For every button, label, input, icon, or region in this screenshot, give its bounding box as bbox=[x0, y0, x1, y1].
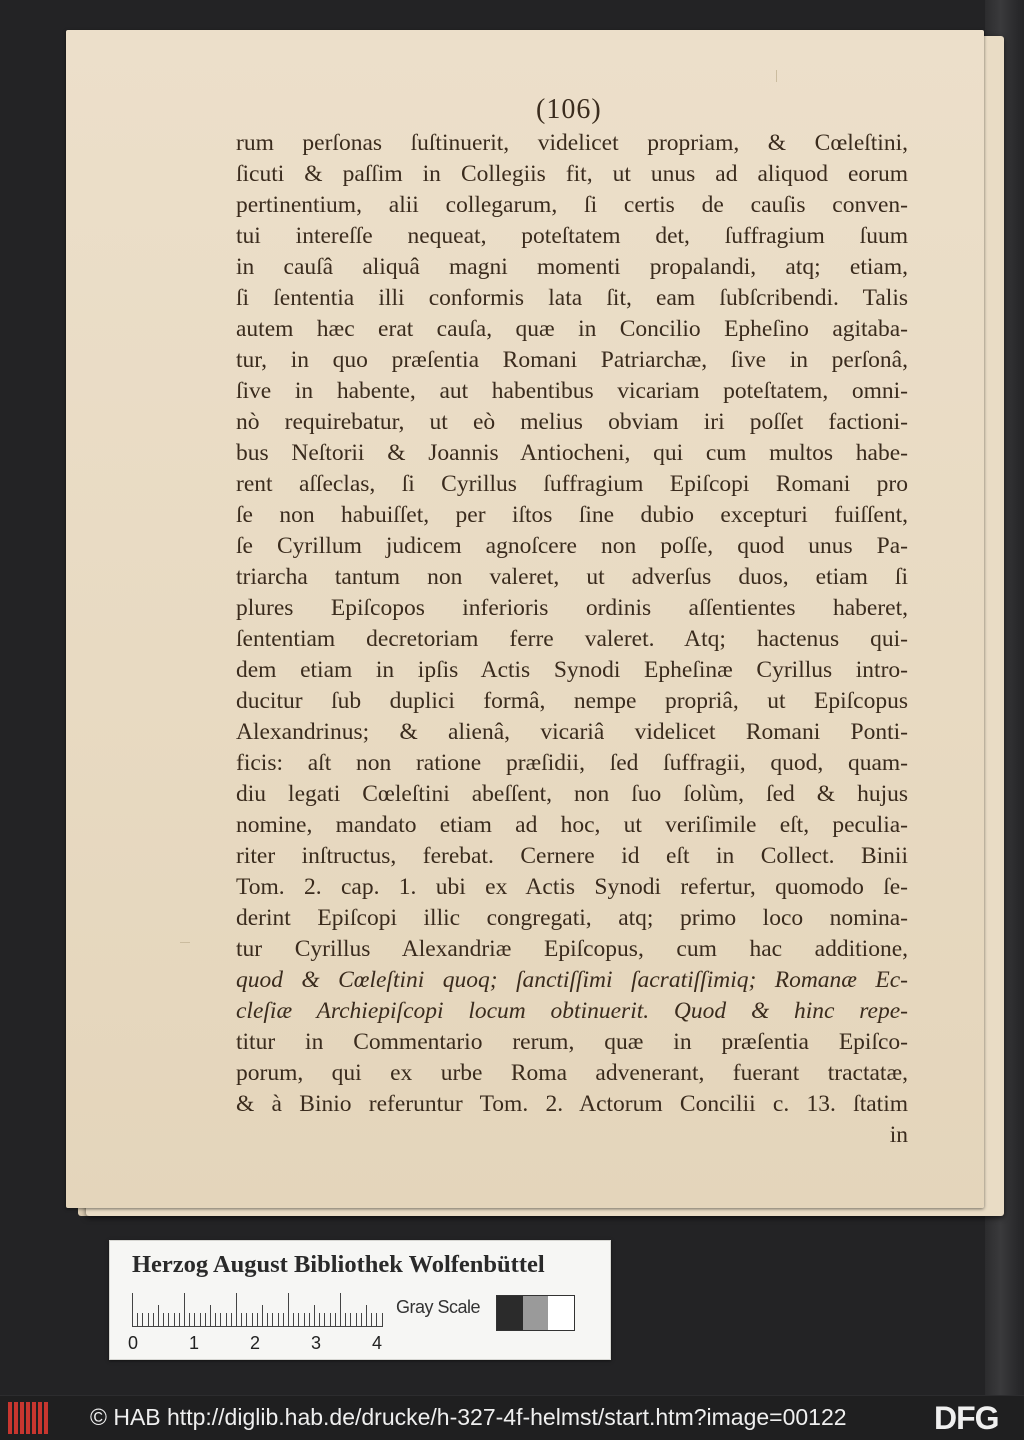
gray-scale-label: Gray Scale bbox=[396, 1297, 481, 1317]
copyright-url[interactable]: © HAB http://diglib.hab.de/drucke/h-327-4f-helmst/start.htm?image=00122 bbox=[90, 1404, 847, 1430]
ruler-tick bbox=[293, 1313, 294, 1327]
ruler-number: 4 bbox=[372, 1333, 383, 1353]
ruler-tick bbox=[194, 1313, 195, 1327]
text-line: titur in Commentario rerum, quæ in præſentia Epiſco- bbox=[236, 1029, 908, 1055]
ruler-tick bbox=[361, 1313, 362, 1327]
page-number: (106) bbox=[536, 94, 602, 125]
ruler-tick bbox=[168, 1313, 169, 1327]
text-line: dem etiam in ipſis Actis Synodi Epheſinæ Cyrillus intro- bbox=[236, 657, 908, 683]
ruler-tick bbox=[319, 1313, 320, 1327]
text-line: derint Epiſcopi illic congregati, atq; primo loco nomina- bbox=[236, 905, 908, 931]
gray-scale-swatches bbox=[496, 1295, 575, 1331]
ruler-tick bbox=[184, 1293, 185, 1327]
ruler-tick bbox=[215, 1313, 216, 1327]
ruler-tick bbox=[267, 1313, 268, 1327]
text-line: Tom. 2. cap. 1. ubi ex Actis Synodi refertur, quomodo ſe- bbox=[236, 874, 908, 900]
ruler-tick bbox=[148, 1313, 149, 1327]
text-line: ſe Cyrillum judicem agnoſcere non poſſe, quod unus Pa- bbox=[236, 533, 908, 559]
catchword: in bbox=[889, 1122, 908, 1148]
ruler-tick bbox=[376, 1313, 377, 1327]
ruler-tick bbox=[340, 1293, 341, 1327]
text-line: bus Neſtorii & Joannis Antiocheni, qui cum multos habe- bbox=[236, 440, 908, 466]
ruler-tick bbox=[231, 1313, 232, 1327]
text-line: rent aſſeclas, ſi Cyrillus ſuffragium Epiſcopi Romani pro bbox=[236, 471, 908, 497]
ruler-number: 1 bbox=[189, 1333, 200, 1353]
text-line: tur Cyrillus Alexandriæ Epiſcopus, cum hac additione, bbox=[236, 936, 908, 962]
ruler-tick bbox=[220, 1313, 221, 1327]
ruler-tick bbox=[210, 1305, 211, 1327]
ruler-tick bbox=[262, 1305, 263, 1327]
ruler-tick bbox=[137, 1313, 138, 1327]
ruler-tick bbox=[252, 1313, 253, 1327]
ruler-tick bbox=[272, 1313, 273, 1327]
margin-mark bbox=[776, 70, 777, 82]
ruler-tick bbox=[283, 1313, 284, 1327]
ruler-tick bbox=[246, 1313, 247, 1327]
ruler-tick bbox=[153, 1313, 154, 1327]
footer-bar bbox=[0, 1395, 1024, 1440]
ruler-tick bbox=[174, 1313, 175, 1327]
text-line: rum perſonas ſuſtinuerit, videlicet propriam, & Cœleſtini, bbox=[236, 130, 908, 156]
ruler-tick bbox=[330, 1313, 331, 1327]
ruler-tick bbox=[371, 1313, 372, 1327]
text-line: ficis: aſt non ratione præſidii, ſed ſuffragii, quod, quam- bbox=[236, 750, 908, 776]
ruler-tick bbox=[304, 1313, 305, 1327]
text-line: diu legati Cœleſtini abeſſent, non ſuo ſolùm, ſed & hujus bbox=[236, 781, 908, 807]
text-line: cleſiæ Archiepiſcopi locum obtinuerit. Quod & hinc repe- bbox=[236, 998, 908, 1024]
gray-swatch bbox=[497, 1296, 523, 1330]
text-block bbox=[236, 128, 908, 1151]
ruler-tick bbox=[366, 1305, 367, 1327]
ruler-tick bbox=[278, 1313, 279, 1327]
gray-swatch bbox=[523, 1296, 549, 1330]
text-line: nò requirebatur, ut eò melius obviam iri poſſet factioni- bbox=[236, 409, 908, 435]
hab-logo-icon bbox=[8, 1402, 48, 1434]
text-line: plures Epiſcopos inferioris ordinis aſſentientes haberet, bbox=[236, 595, 908, 621]
ruler-tick bbox=[298, 1313, 299, 1327]
text-line: riter inſtructus, ferebat. Cernere id eſt in Collect. Binii bbox=[236, 843, 908, 869]
ruler-tick bbox=[241, 1313, 242, 1327]
text-line: nomine, mandato etiam ad hoc, ut veriſimile eſt, peculia- bbox=[236, 812, 908, 838]
ruler-number: 3 bbox=[311, 1333, 322, 1353]
text-line: tur, in quo præſentia Romani Patriarchæ, ſive in perſonâ, bbox=[236, 347, 908, 373]
ruler-tick bbox=[163, 1313, 164, 1327]
ruler-tick bbox=[226, 1313, 227, 1327]
text-line: in cauſâ aliquâ magni momenti propalandi, atq; etiam, bbox=[236, 254, 908, 280]
ruler bbox=[132, 1293, 382, 1327]
library-name: Herzog August Bibliothek Wolfenbüttel bbox=[132, 1251, 545, 1278]
ruler-tick bbox=[189, 1313, 190, 1327]
ruler-tick bbox=[179, 1313, 180, 1327]
ruler-tick bbox=[382, 1313, 383, 1327]
text-line: Alexandrinus; & alienâ, vicariâ videlicet Romani Ponti- bbox=[236, 719, 908, 745]
text-line: triarcha tantum non valeret, ut adverſus duos, etiam ſi bbox=[236, 564, 908, 590]
ruler-tick bbox=[350, 1313, 351, 1327]
ruler-tick bbox=[132, 1293, 133, 1327]
text-line: ſententiam decretoriam ferre valeret. Atq; hactenus qui- bbox=[236, 626, 908, 652]
text-line: ſive in habente, aut habentibus vicariam poteſtatem, omni- bbox=[236, 378, 908, 404]
text-line: quod & Cœleſtini quoq; ſanctiſſimi ſacratiſſimiq; Romanæ Ec- bbox=[236, 967, 908, 993]
text-line: ſicuti & paſſim in Collegiis fit, ut unus ad aliquod eorum bbox=[236, 161, 908, 187]
text-line: autem hæc erat cauſa, quæ in Concilio Epheſino agitaba- bbox=[236, 316, 908, 342]
margin-mark bbox=[180, 942, 190, 943]
text-line: porum, qui ex urbe Roma advenerant, fuerant tractatæ, bbox=[236, 1060, 908, 1086]
text-line: ſe non habuiſſet, per iſtos ſine dubio excepturi fuiſſent, bbox=[236, 502, 908, 528]
text-line: tui intereſſe nequeat, poteſtatem det, ſuffragium ſuum bbox=[236, 223, 908, 249]
color-scale-card bbox=[109, 1240, 611, 1360]
ruler-tick bbox=[309, 1313, 310, 1327]
ruler-tick bbox=[356, 1313, 357, 1327]
ruler-tick bbox=[200, 1313, 201, 1327]
ruler-tick bbox=[158, 1305, 159, 1327]
ruler-tick bbox=[335, 1313, 336, 1327]
ruler-number: 0 bbox=[128, 1333, 139, 1353]
ruler-tick bbox=[314, 1305, 315, 1327]
ruler-tick bbox=[288, 1293, 289, 1327]
text-line: ſi ſententia illi conformis lata ſit, eam ſubſcribendi. Talis bbox=[236, 285, 908, 311]
ruler-tick bbox=[324, 1313, 325, 1327]
ruler-number: 2 bbox=[250, 1333, 261, 1353]
text-line: pertinentium, alii collegarum, ſi certis de cauſis conven- bbox=[236, 192, 908, 218]
dfg-logo: DFG bbox=[934, 1400, 999, 1436]
ruler-tick bbox=[257, 1313, 258, 1327]
text-line: ducitur ſub duplici formâ, nempe propriâ, ut Epiſcopus bbox=[236, 688, 908, 714]
ruler-tick bbox=[236, 1293, 237, 1327]
ruler-tick bbox=[142, 1313, 143, 1327]
text-line: & à Binio referuntur Tom. 2. Actorum Concilii c. 13. ſtatim bbox=[236, 1091, 908, 1117]
ruler-tick bbox=[345, 1313, 346, 1327]
ruler-tick bbox=[205, 1313, 206, 1327]
gray-swatch bbox=[548, 1296, 574, 1330]
